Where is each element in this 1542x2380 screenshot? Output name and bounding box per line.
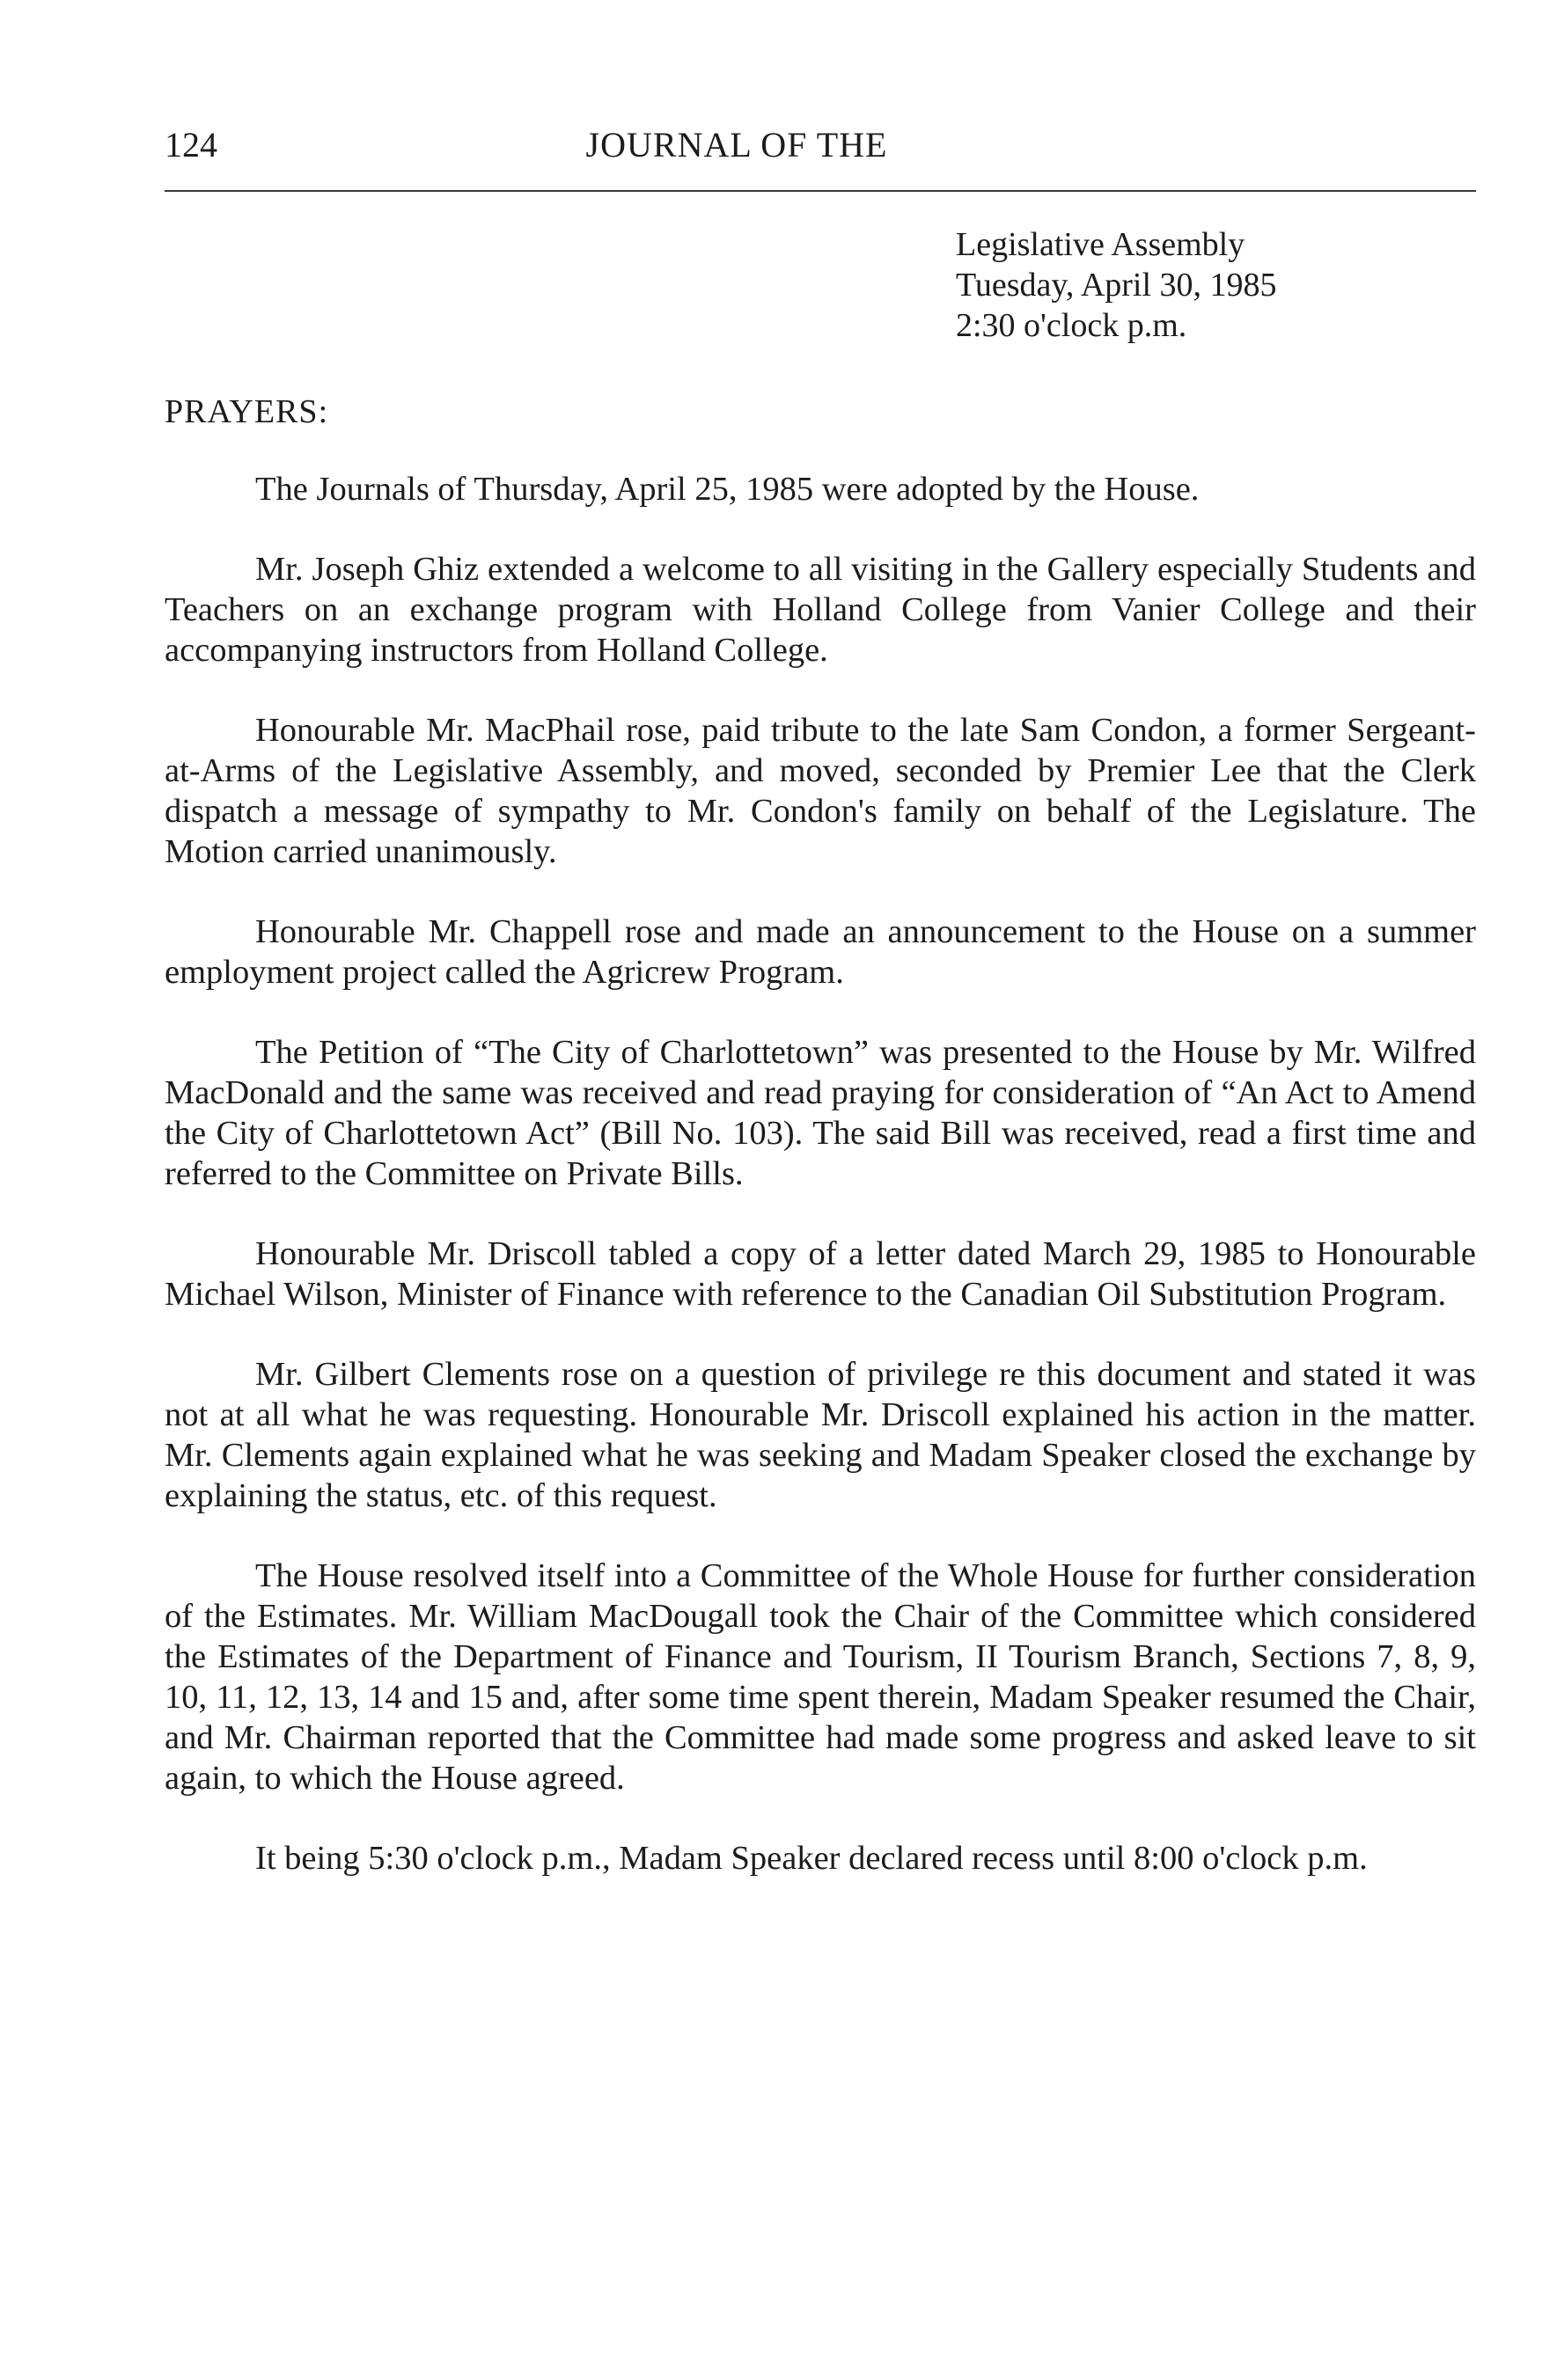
header-rule — [165, 190, 1476, 192]
prayers-label: PRAYERS: — [165, 393, 329, 430]
paragraph-recess: It being 5:30 o'clock p.m., Madam Speaker declared recess until 8:00 o'clock p.m. — [255, 1840, 1368, 1877]
page-header — [165, 119, 1476, 172]
paragraph-tribute: Honourable Mr. MacPhail rose, paid tribute to the late Sam Condon, a former Sergeant-at-Arms of the Legislative Assembly, and moved, seconded by Premier Lee that the Clerk dispatch a message of sympathy to Mr. Condon's family on behalf of the Legislature. The Motion carried unanimously. — [165, 712, 1476, 870]
running-head: JOURNAL OF THE — [585, 125, 888, 165]
sitting-block — [956, 224, 1277, 346]
paragraph-letter-tabled: Honourable Mr. Driscoll tabled a copy of a letter dated March 29, 1985 to Honourable Michael Wilson, Minister of Finance with reference to the Canadian Oil Substitution Program. — [165, 1235, 1476, 1313]
proceedings-text — [165, 469, 1476, 1918]
page-number: 124 — [165, 125, 217, 165]
sitting-body: Legislative Assembly — [956, 226, 1245, 263]
sitting-time: 2:30 o'clock p.m. — [956, 307, 1187, 344]
paragraph-agricrew: Honourable Mr. Chappell rose and made an announcement to the House on a summer employment project called the Agricrew Program. — [165, 913, 1476, 991]
paragraph-journals-adopted: The Journals of Thursday, April 25, 1985 were adopted by the House. — [255, 471, 1200, 508]
paragraph-welcome: Mr. Joseph Ghiz extended a welcome to all visiting in the Gallery especially Students and Teachers on an exchange program with Holland College from Vanier College and their accompanying instructors from Holland College. — [165, 551, 1476, 669]
paragraph-petition: The Petition of “The City of Charlottetown” was presented to the House by Mr. Wilfred MacDonald and the same was received and read praying for consideration of “An Act to Amend the City of Charlottetown Act” (Bill No. 103). The said Bill was received, read a first time and referred to the Committee on Private Bills. — [165, 1034, 1476, 1192]
paragraph-committee: The House resolved itself into a Committee of the Whole House for further consideration of the Estimates. Mr. William MacDougall took the Chair of the Committee which considered the Estimates of the Department of Finance and Tourism, II Tourism Branch, Sections 7, 8, 9, 10, 11, 12, 13, 14 and 15 and, after some time spent therein, Madam Speaker resumed the Chair, and Mr. Chairman reported that the Committee had made some progress and asked leave to sit again, to which the House agreed. — [165, 1557, 1476, 1797]
sitting-date: Tuesday, April 30, 1985 — [956, 267, 1277, 304]
paragraph-privilege: Mr. Gilbert Clements rose on a question of privilege re this document and stated it was not at all what he was requesting. Honourable Mr. Driscoll explained his action in the matter. Mr. Clements again explained what he was seeking and Madam Speaker closed the exchange by explaining the status, etc. of this request. — [165, 1356, 1476, 1514]
